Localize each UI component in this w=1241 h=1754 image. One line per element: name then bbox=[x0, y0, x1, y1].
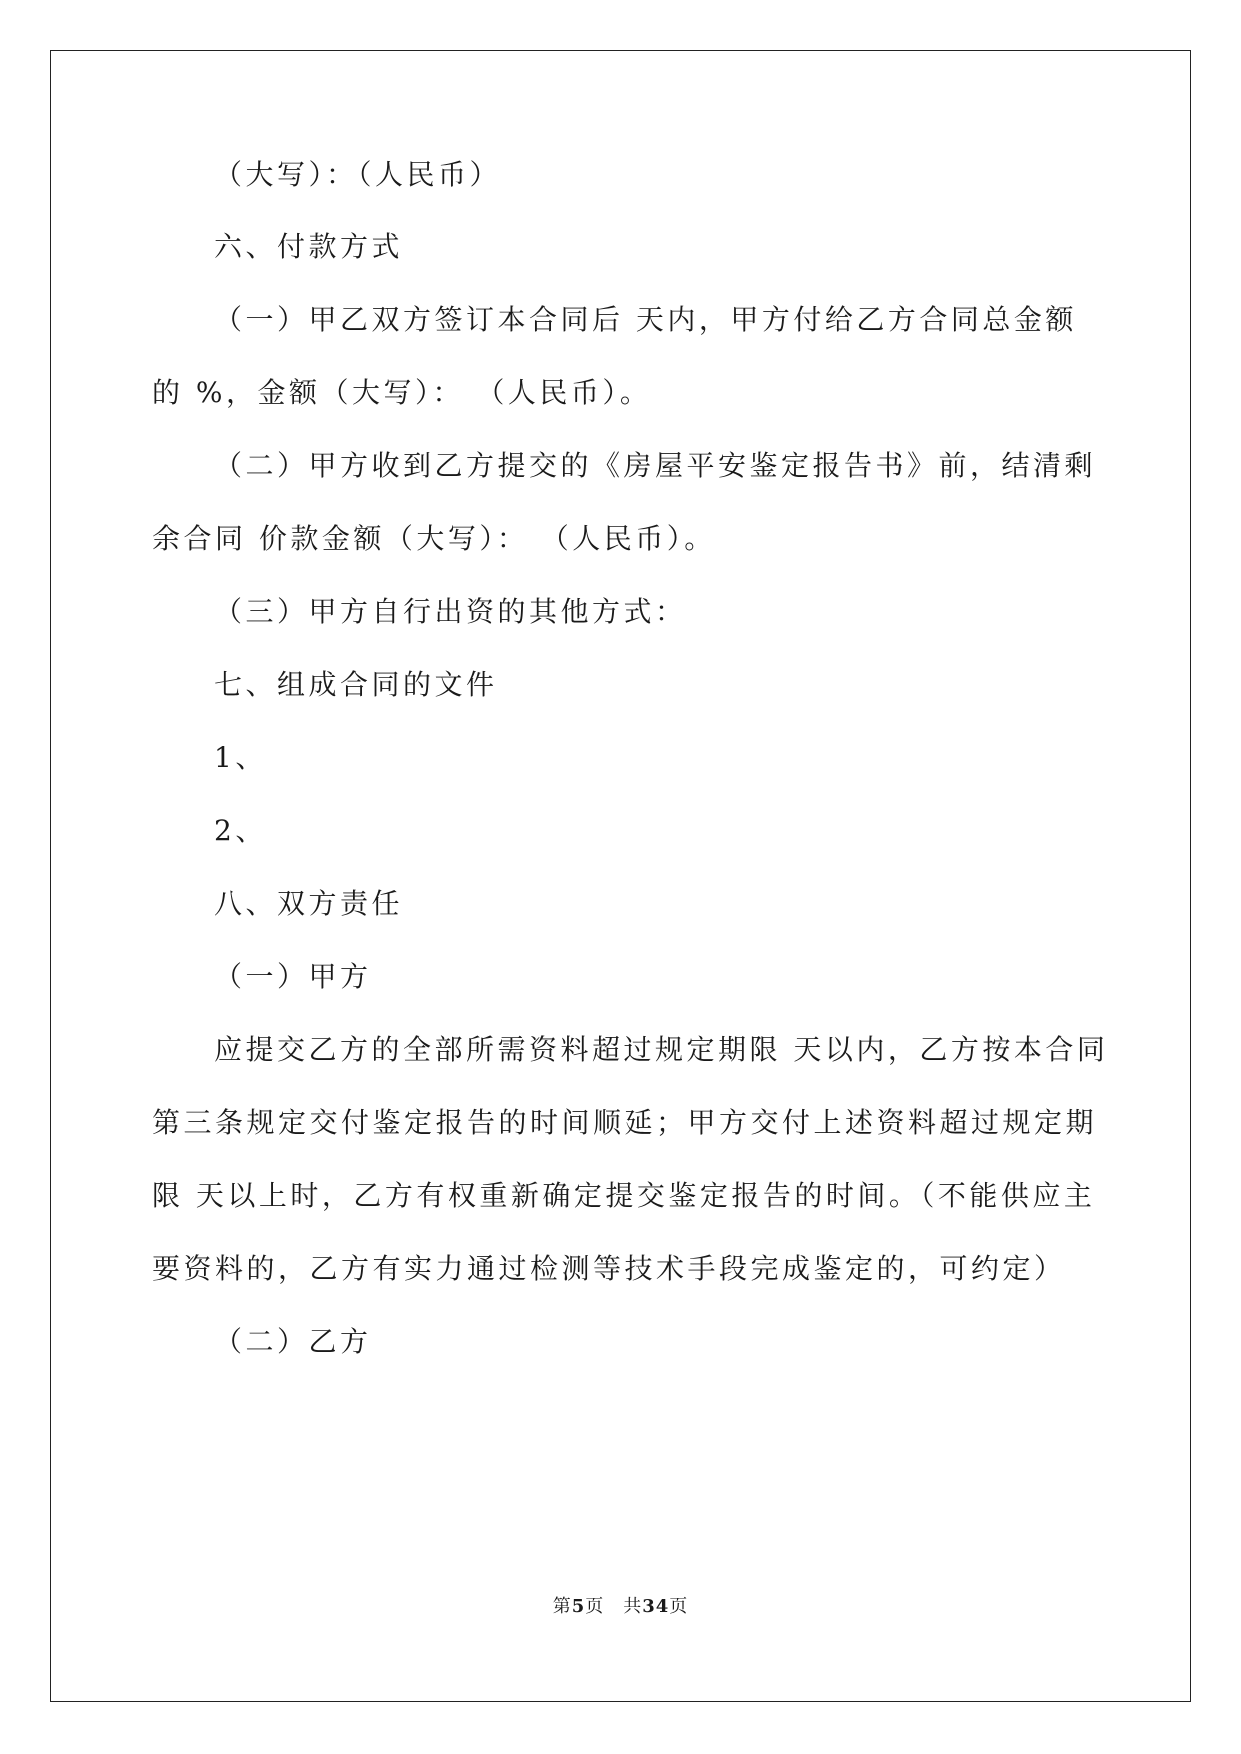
text-line: 的 %，金额（大写）： （人民币）。 bbox=[152, 376, 652, 409]
text-line: 第三条规定交付鉴定报告的时间顺延；甲方交付上述资料超过规定期 bbox=[152, 1106, 1098, 1139]
text-line: 要资料的，乙方有实力通过检测等技术手段完成鉴定的，可约定） bbox=[152, 1252, 1066, 1285]
page-total: 34 bbox=[642, 1596, 670, 1617]
text-line: 应提交乙方的全部所需资料超过规定期限 天以内，乙方按本合同 bbox=[214, 1033, 1109, 1066]
section-heading: 七、组成合同的文件 bbox=[214, 668, 498, 701]
section-heading: 八、双方责任 bbox=[214, 887, 404, 920]
footer-prefix: 第 bbox=[552, 1596, 572, 1617]
text-line: （二）甲方收到乙方提交的《房屋平安鉴定报告书》前，结清剩 bbox=[214, 449, 1097, 482]
text-line: 限 天以上时，乙方有权重新确定提交鉴定报告的时间。（不能供应主 bbox=[152, 1179, 1096, 1212]
section-heading: 六、付款方式 bbox=[214, 230, 404, 263]
text-line: （三）甲方自行出资的其他方式： bbox=[214, 595, 687, 628]
footer-mid: 页 共 bbox=[585, 1596, 643, 1617]
text-line: 余合同 价款金额（大写）： （人民币）。 bbox=[152, 522, 716, 555]
list-item: 1、 bbox=[214, 741, 267, 774]
footer-suffix: 页 bbox=[669, 1596, 689, 1617]
page-border bbox=[50, 50, 1191, 1702]
list-item: 2、 bbox=[214, 814, 267, 847]
text-line: （一）甲方 bbox=[214, 960, 372, 993]
text-line: （大写）：（人民币） bbox=[214, 158, 502, 191]
page-footer bbox=[0, 1592, 1241, 1618]
text-line: （二）乙方 bbox=[214, 1325, 372, 1358]
page-number: 5 bbox=[571, 1596, 586, 1617]
text-line: （一）甲乙双方签订本合同后 天内，甲方付给乙方合同总金额 bbox=[214, 303, 1077, 336]
